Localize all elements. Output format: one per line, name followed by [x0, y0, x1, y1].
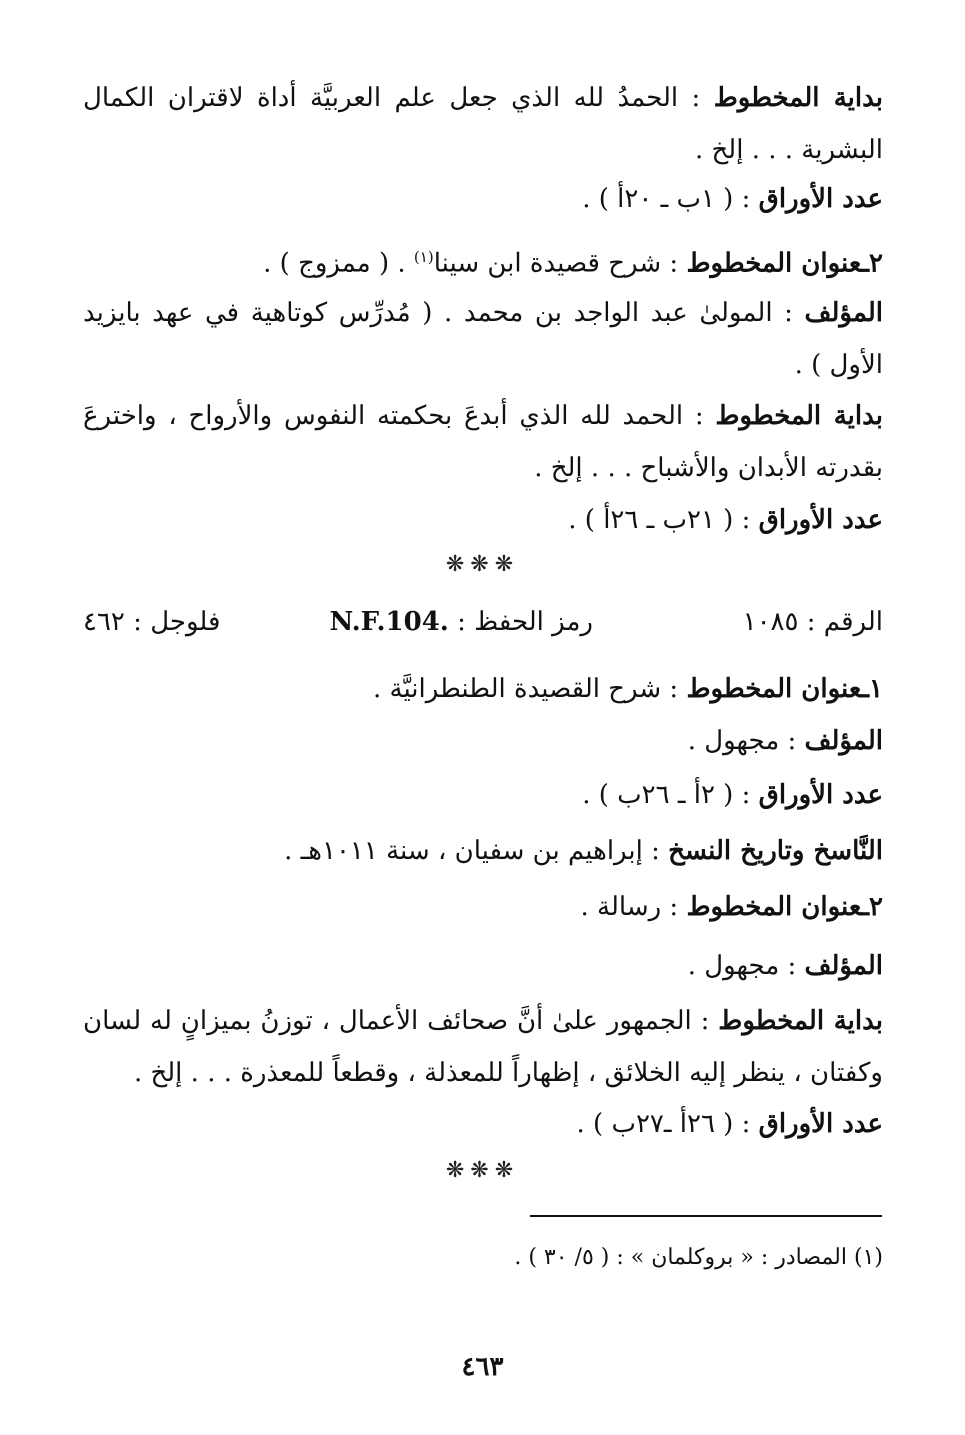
entry-label: المؤلف	[804, 298, 883, 328]
entry-label: ٢ـعنوان المخطوط	[686, 248, 883, 279]
entry-label: بداية المخطوط	[715, 401, 883, 431]
entry-label: بداية المخطوط	[713, 83, 883, 113]
entry-separator: :	[733, 780, 759, 810]
entry-line	[83, 995, 883, 1099]
entry-line	[83, 769, 883, 821]
entry-label: عدد الأوراق	[758, 780, 883, 810]
footnote-marker: (١)	[413, 248, 434, 266]
entry-value: ( ١ب ـ ٢٠أ ) .	[582, 184, 734, 214]
footnote: (١) المصادر : « بروكلمان » : ( ٥/ ٣٠ ) .	[514, 1245, 883, 1270]
entry-line	[83, 940, 883, 992]
entry-value: مجهول .	[687, 726, 780, 756]
entry-separator: :	[733, 1109, 759, 1139]
entry-separator: :	[661, 248, 687, 279]
entry-separator: :	[661, 674, 687, 704]
entry-separator: :	[661, 892, 687, 922]
entry-line	[83, 173, 883, 225]
entry-value: ( ٢١ب ـ ٢٦أ ) .	[568, 505, 734, 535]
entry-separator: :	[733, 505, 759, 535]
entry-separator: :	[779, 951, 805, 981]
shelfmark	[329, 602, 593, 642]
asterism-separator: ❋❋❋	[445, 1158, 520, 1183]
shelfmark-value: N.F.104.	[329, 607, 449, 637]
entry-value: رسالة .	[580, 892, 662, 922]
entry-value: الجمهور علىٰ أنَّ صحائف الأعمال ، توزنُ بميزانٍ له لسان وكفتان ، ينظر إليه الخلائق ، إظهاراً للمعذلة ، وقطعاً للمعذرة . . . إلخ .	[83, 1006, 883, 1088]
entry-label: ٢ـعنوان المخطوط	[686, 892, 883, 922]
flugel-number: فلوجل : ٤٦٢	[83, 607, 221, 637]
entry-line	[83, 715, 883, 767]
entry-separator: :	[683, 401, 716, 431]
entry-value-tail: . ( ممزوج ) .	[263, 248, 414, 279]
shelfmark-label: رمز الحفظ :	[448, 607, 593, 637]
entry-value: ( ٢أ ـ ٢٦ب ) .	[582, 780, 734, 810]
entry-line	[83, 390, 883, 494]
entry-label: المؤلف	[804, 726, 883, 756]
entry-line	[83, 881, 883, 933]
entry-separator: :	[733, 184, 759, 214]
entry-line	[83, 663, 883, 715]
entry-value: مجهول .	[687, 951, 780, 981]
entry-value: الحمد لله الذي أبدعَ بحكمته النفوس والأرواح ، واخترعَ بقدرته الأبدان والأشباح . . . إلخ .	[83, 401, 883, 483]
entry-separator: :	[779, 726, 805, 756]
entry-value: إبراهيم بن سفيان ، سنة ١٠١١هـ .	[284, 836, 643, 866]
entry-label: عدد الأوراق	[758, 505, 883, 535]
footnote-rule	[530, 1215, 882, 1217]
record-header	[83, 602, 883, 642]
record-number: الرقم : ١٠٨٥	[742, 607, 883, 637]
entry-line	[83, 494, 883, 546]
entry-value: ( ٢٦أ ـ٢٧ب ) .	[576, 1109, 734, 1139]
entry-separator: :	[642, 836, 669, 866]
asterism-separator: ❋❋❋	[445, 552, 520, 577]
entry-separator: :	[678, 83, 714, 113]
entry-value: شرح القصيدة الطنطرانيَّة .	[372, 674, 662, 704]
page-number: ٤٦٣	[461, 1352, 504, 1382]
entry-line	[83, 1098, 883, 1150]
entry-label: عدد الأوراق	[758, 184, 883, 214]
entry-line	[83, 287, 883, 391]
entry-line	[83, 825, 883, 877]
entry-line	[83, 72, 883, 176]
entry-label: بداية المخطوط	[718, 1006, 883, 1036]
entry-label: ١ـعنوان المخطوط	[686, 674, 883, 704]
entry-label: النَّاسخ وتاريخ النسخ	[668, 836, 883, 866]
entry-label: عدد الأوراق	[758, 1109, 883, 1139]
entry-value: المولىٰ عبد الواجد بن محمد . ( مُدرِّس كوتاهية في عهد بايزيد الأول ) .	[83, 298, 883, 380]
entry-line	[83, 231, 883, 290]
entry-value: الحمدُ لله الذي جعل علم العربيَّة أداة لاقتران الكمال البشرية . . . إلخ .	[83, 83, 883, 165]
entry-value: شرح قصيدة ابن سينا	[433, 248, 662, 279]
entry-label: المؤلف	[804, 951, 883, 981]
entry-separator: :	[772, 298, 805, 328]
entry-separator: :	[691, 1006, 719, 1036]
